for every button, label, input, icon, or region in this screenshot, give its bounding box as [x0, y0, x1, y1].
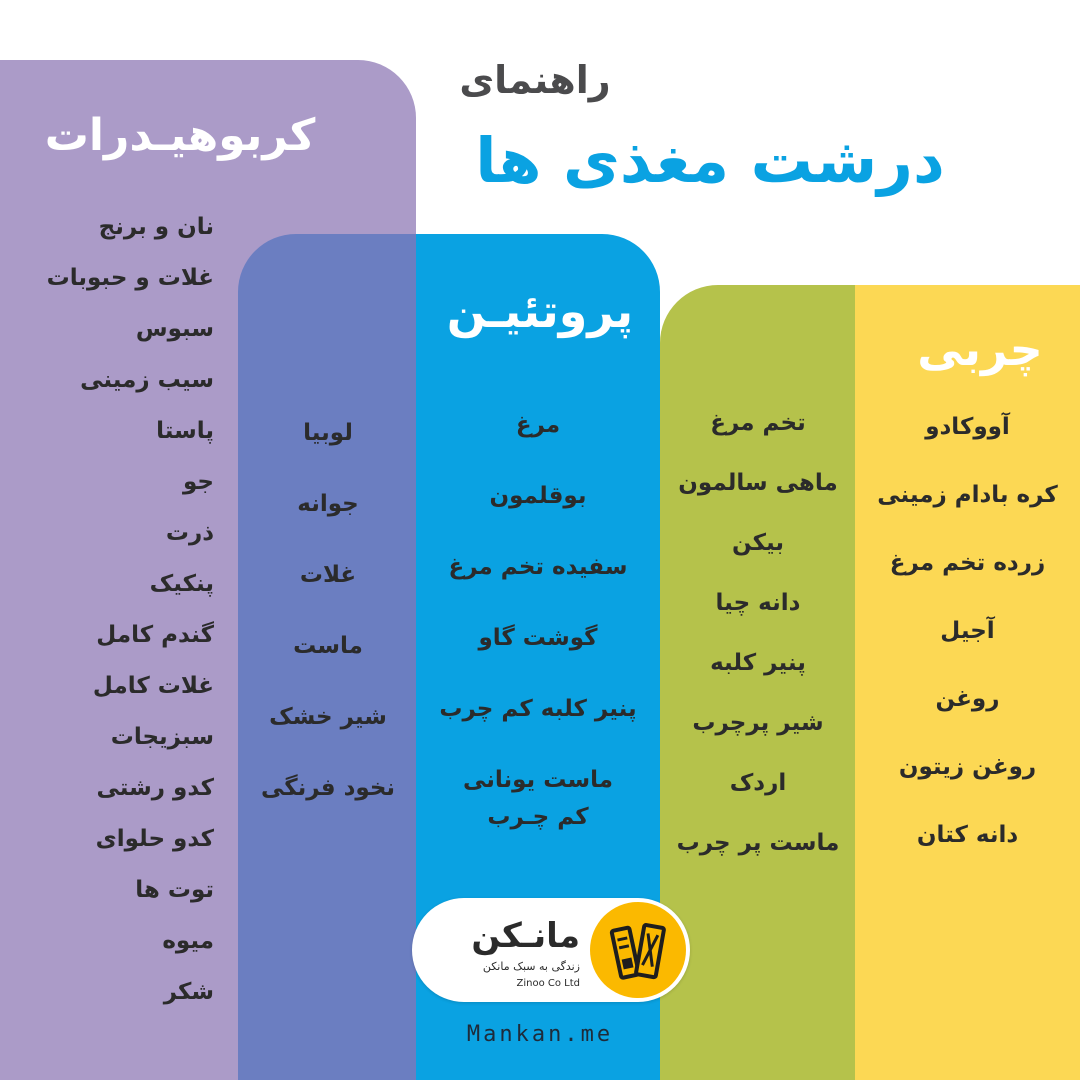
- list-item: ذرت: [165, 520, 214, 546]
- fat-heading: چربی: [917, 322, 1043, 376]
- list-item: پنیر کلبه: [710, 650, 806, 676]
- brand-tagline: زندگی به سبک مانکن: [482, 960, 580, 973]
- list-item: روغن: [935, 686, 1000, 712]
- list-item: ماست یونانی: [462, 767, 614, 793]
- list-item: تخم مرغ: [710, 410, 806, 436]
- list-item: بوقلمون: [489, 483, 587, 509]
- list-item: سبزیجات: [110, 724, 214, 750]
- list-item: توت ها: [135, 877, 214, 903]
- list-item: کره بادام زمینی: [877, 482, 1058, 508]
- list-item: جوانه: [297, 491, 359, 517]
- list-item: سبوس: [135, 316, 214, 342]
- list-item: جو: [183, 469, 214, 495]
- list-item: مرغ: [515, 412, 561, 438]
- list-item: نخود فرنگی: [260, 775, 396, 801]
- list-item: غلات: [299, 562, 357, 588]
- list-item: غلات کامل: [92, 673, 214, 699]
- list-item: کم چـرب: [487, 804, 589, 830]
- list-item: اردک: [729, 770, 787, 796]
- list-item: آجیل: [940, 618, 995, 644]
- list-item: شکر: [163, 979, 214, 1005]
- list-item: ماهی سالمون: [678, 470, 838, 496]
- protein-list: [426, 412, 650, 842]
- carbohydrates-list: [4, 214, 214, 1014]
- list-item: دانه چیا: [715, 590, 801, 616]
- list-item: پاستا: [156, 418, 214, 444]
- list-item: پنکیک: [149, 571, 214, 597]
- list-item: کدو رشتی: [96, 775, 214, 801]
- mankan-books-logo-icon: [590, 902, 686, 998]
- list-item: نان و برنج: [98, 214, 214, 240]
- protein-heading: پروتئیـن: [446, 284, 634, 338]
- list-item: پنیر کلبه کم چرب: [439, 696, 637, 722]
- list-item: میوه: [162, 928, 214, 954]
- list-item: گندم کامل: [96, 622, 214, 648]
- list-item: زرده تخم مرغ: [889, 550, 1046, 576]
- list-item: ماست پر چرب: [676, 830, 840, 856]
- fat-list: [860, 414, 1075, 854]
- list-item: شیر پرچرب: [692, 710, 824, 736]
- list-item: ماست: [293, 633, 363, 659]
- carbohydrates-heading: کربوهیـدرات: [44, 110, 316, 161]
- list-item: غلات و حبوبات: [46, 265, 214, 291]
- brand-logo: [412, 898, 690, 1002]
- carb-protein-overlap-list: [248, 420, 408, 820]
- list-item: آووکادو: [925, 414, 1010, 440]
- guide-title: راهنمای: [459, 58, 611, 102]
- list-item: سفیده تخم مرغ: [448, 554, 628, 580]
- list-item: شیر خشک: [269, 704, 387, 730]
- list-item: کدو حلوای: [95, 826, 214, 852]
- list-item: بیکن: [731, 530, 785, 556]
- list-item: روغن زیتون: [898, 754, 1037, 780]
- list-item: دانه کتان: [916, 822, 1019, 848]
- brand-company: Zinoo Co Ltd: [516, 978, 580, 989]
- list-item: لوبیا: [303, 420, 353, 446]
- list-item: گوشت گاو: [478, 625, 598, 651]
- page-title: درشت مغذی ها: [475, 124, 945, 197]
- protein-fat-overlap-list: [664, 410, 852, 870]
- website-url: Mankan.me: [466, 1022, 614, 1047]
- brand-name: مانـکن: [471, 916, 580, 956]
- list-item: سیب زمینی: [80, 367, 214, 393]
